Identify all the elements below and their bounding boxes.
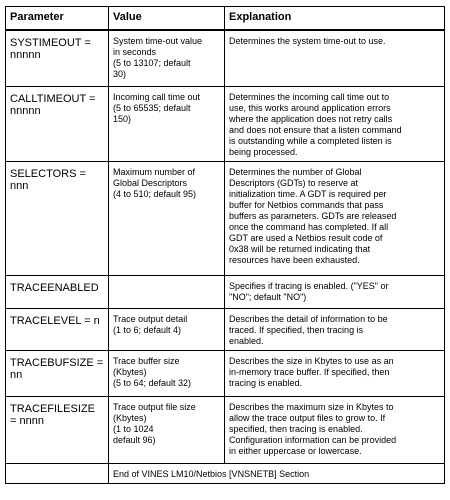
table-footer-row	[6, 463, 445, 483]
parameter-name: TRACELEVEL = n	[6, 308, 109, 350]
parameter-value: Trace output detail (1 to 6; default 4)	[109, 308, 225, 350]
table-row	[6, 30, 445, 86]
parameter-explanation: Determines the number of Global Descriptors (GDTs) to reserve at initialization time. A GDT is required per buffer for Netbios commands that pass buffers as parameters. GDTs are released once the command has completed. If all GDT are used a Netbios result code of 0x38 will be returned indicating that resources have been exhausted.	[225, 161, 445, 275]
table-row	[6, 308, 445, 350]
column-header-explanation: Explanation	[225, 7, 445, 31]
parameter-name: SYSTIMEOUT = nnnnn	[6, 30, 109, 86]
column-header-value: Value	[109, 7, 225, 31]
parameter-value: System time-out value in seconds (5 to 13107; default 30)	[109, 30, 225, 86]
table-row	[6, 161, 445, 275]
parameter-explanation: Determines the incoming call time out to use, this works around application errors where the application does not retry calls and does not ensure that a listen command is outstanding while a completed listen is being processed.	[225, 86, 445, 161]
parameter-value: Trace buffer size (Kbytes) (5 to 64; default 32)	[109, 350, 225, 396]
parameter-explanation: Describes the detail of information to be traced. If specified, then tracing is enabled.	[225, 308, 445, 350]
parameter-explanation: Specifies if tracing is enabled. ("YES" or "NO"; default "NO")	[225, 275, 445, 308]
parameter-table	[5, 6, 445, 484]
table-row	[6, 86, 445, 161]
section-end-note: End of VINES LM10/Netbios [VNSNETB] Section	[109, 463, 445, 483]
table-row	[6, 396, 445, 463]
parameter-value: Maximum number of Global Descriptors (4 to 510; default 95)	[109, 161, 225, 275]
table-row	[6, 275, 445, 308]
parameter-explanation: Describes the size in Kbytes to use as an in-memory trace buffer. If specified, then tracing is enabled.	[225, 350, 445, 396]
parameter-name: CALLTIMEOUT = nnnnn	[6, 86, 109, 161]
parameter-value: Incoming call time out (5 to 65535; default 150)	[109, 86, 225, 161]
parameter-explanation: Determines the system time-out to use.	[225, 30, 445, 86]
parameter-value	[109, 275, 225, 308]
parameter-name: TRACEFILESIZE = nnnn	[6, 396, 109, 463]
column-header-parameter: Parameter	[6, 7, 109, 31]
parameter-name: TRACEBUFSIZE = nn	[6, 350, 109, 396]
footer-empty-cell	[6, 463, 109, 483]
parameter-name: SELECTORS = nnn	[6, 161, 109, 275]
parameter-name: TRACEENABLED	[6, 275, 109, 308]
parameter-explanation: Describes the maximum size in Kbytes to allow the trace output files to grow to. If specified, then tracing is enabled. Configuration information can be provided in either uppercase or lowercase.	[225, 396, 445, 463]
table-header-row	[6, 7, 445, 31]
parameter-value: Trace output file size (Kbytes) (1 to 1024 default 96)	[109, 396, 225, 463]
table-row	[6, 350, 445, 396]
